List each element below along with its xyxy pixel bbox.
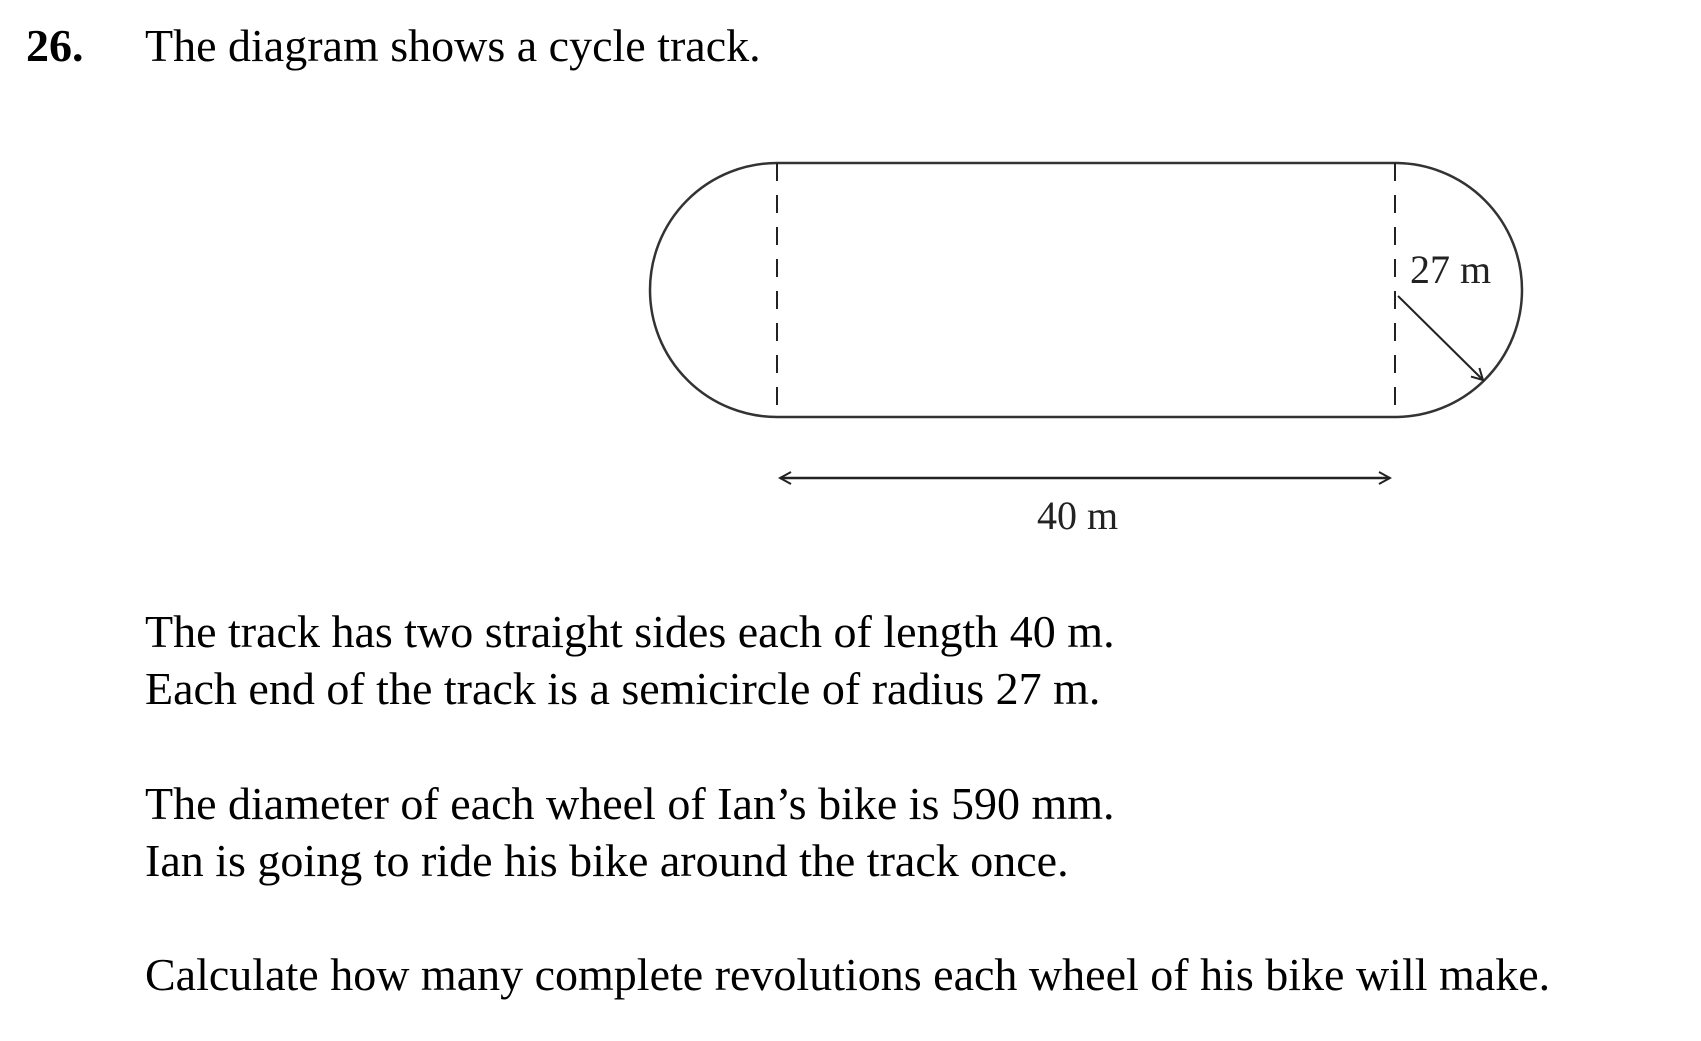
track-description: [145, 603, 1115, 717]
question-number: 26.: [26, 20, 84, 71]
ride-line: Ian is going to ride his bike around the track once.: [145, 835, 1069, 886]
track-ends-line: Each end of the track is a semicircle of radius 27 m.: [145, 663, 1101, 714]
bike-description: [145, 775, 1115, 889]
length-label: 40 m: [1037, 493, 1119, 538]
track-sides-line: The track has two straight sides each of length 40 m.: [145, 606, 1115, 657]
question-intro: The diagram shows a cycle track.: [145, 20, 761, 71]
radius-arrow: [1398, 296, 1483, 380]
radius-label: 27 m: [1410, 247, 1492, 292]
calculate-line: Calculate how many complete revolutions each wheel of his bike will make.: [145, 949, 1551, 1000]
track-outline: [650, 163, 1522, 417]
task-instruction: [145, 946, 1550, 1003]
wheel-diameter-line: The diameter of each wheel of Ian’s bike is 590 mm.: [145, 778, 1115, 829]
